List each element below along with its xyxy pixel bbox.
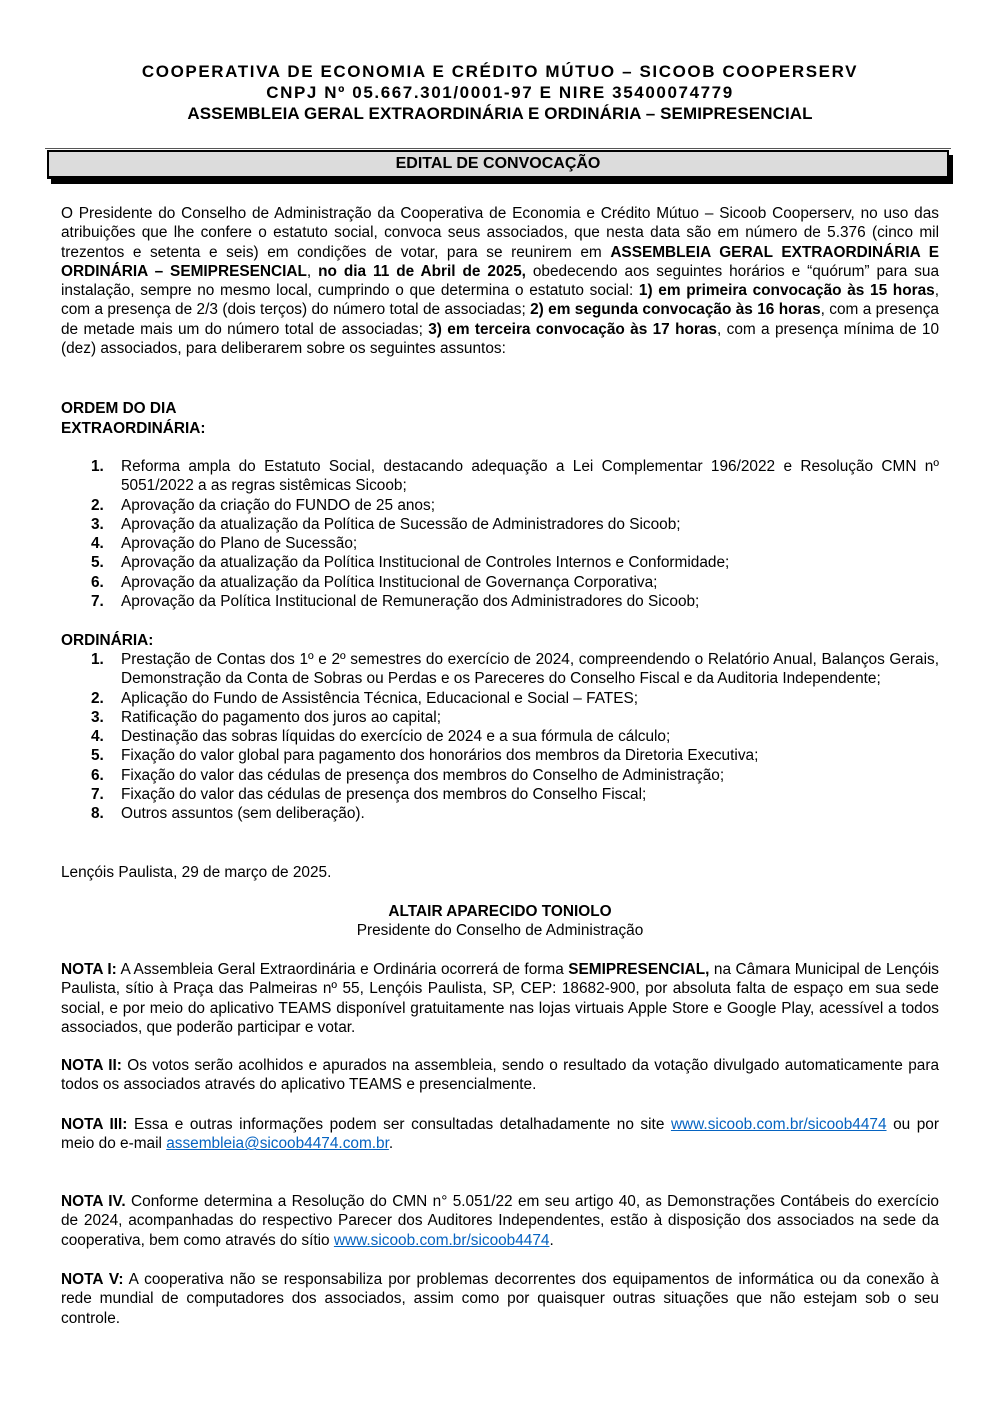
note-label: NOTA III:: [61, 1116, 128, 1133]
item-text: Ratificação do pagamento dos juros ao capital;: [121, 708, 441, 726]
item-text: Aprovação da criação do FUNDO de 25 anos;: [121, 496, 435, 514]
item-number: 8.: [91, 805, 104, 823]
list-item: [61, 746, 939, 765]
item-text: Prestação de Contas dos 1º e 2º semestres do exercício de 2024, compreendendo o Relatório Anual, Balanços Gerais, Demonstração da Conta de Sobras ou Perdas e os Pareceres do Conselho Fiscal e da Auditoria Independente;: [121, 651, 939, 688]
item-number: 2.: [91, 496, 104, 514]
intro-text: obedecendo aos seguintes horários e “quórum” para sua instalação, sempre no mesmo local, cumprindo o que determina o estatuto social:: [61, 262, 940, 300]
item-number: 4.: [91, 535, 104, 553]
item-text: Aprovação da Política Institucional de Remuneração dos Administradores do Sicoob;: [121, 593, 700, 611]
note-bold: SEMIPRESENCIAL,: [568, 961, 710, 978]
item-number: 6.: [91, 766, 104, 784]
signatory-role: Presidente do Conselho de Administração: [356, 922, 644, 939]
agenda-heading: ORDEM DO DIA: [61, 400, 177, 417]
item-text: Fixação do valor das cédulas de presença dos membros do Conselho de Administração;: [121, 766, 725, 784]
item-text: Destinação das sobras líquidas do exercício de 2024 e a sua fórmula de cálculo;: [121, 728, 671, 746]
list-item: [61, 592, 939, 611]
email-link[interactable]: assembleia@sicoob4474.com.br: [166, 1135, 389, 1153]
note-text: Conforme determina a Resolução do CMN n° 5.051/22 em seu artigo 40, as Demonstrações Contábeis do exercício de 2024, acompanhadas do respectivo Parecer dos Auditores Independentes, estão à disposição dos associados na sede da cooperativa, bem como através do sítio: [61, 1193, 939, 1249]
item-number: 3.: [91, 515, 104, 533]
note-1: [61, 960, 939, 1037]
item-text: Outros assuntos (sem deliberação).: [121, 805, 365, 823]
list-item: [61, 766, 939, 785]
note-label: NOTA I:: [61, 961, 117, 978]
list-item: [61, 573, 939, 592]
extraordinary-heading: EXTRAORDINÁRIA:: [61, 420, 206, 437]
item-text: Fixação do valor das cédulas de presença dos membros do Conselho Fiscal;: [121, 786, 647, 804]
note-text: A cooperativa não se responsabiliza por problemas decorrentes dos equipamentos de informática ou da conexão à rede mundial de computadores dos associados, assim como por quaisquer outras situações que não estejam sob o seu controle.: [61, 1271, 939, 1327]
document-title-box: [47, 150, 949, 179]
note-text: Essa e outras informações podem ser consultadas detalhadamente no site: [127, 1116, 671, 1133]
header-cooperative-name: COOPERATIVA DE ECONOMIA E CRÉDITO MÚTUO – SICOOB COOPERSERV: [141, 62, 859, 81]
item-text: Aplicação do Fundo de Assistência Técnica, Educacional e Social – FATES;: [121, 689, 639, 707]
item-number: 1.: [91, 458, 104, 475]
ordinary-list: [61, 650, 939, 824]
intro-bold-first-call: 1) em primeira convocação às 15 horas: [638, 282, 935, 300]
note-text: A Assembleia Geral Extraordinária e Ordinária ocorrerá de forma: [116, 961, 569, 978]
item-number: 4.: [91, 728, 104, 746]
intro-bold-second-call: 2) em segunda convocação às 16 horas: [530, 301, 821, 319]
list-item: [61, 457, 939, 496]
website-link[interactable]: www.sicoob.com.br/sicoob4474: [333, 1231, 550, 1249]
intro-paragraph: [61, 204, 939, 358]
item-text: Aprovação do Plano de Sucessão;: [121, 535, 358, 553]
extraordinary-list: [61, 457, 939, 611]
intro-text: , com a presença mínima de 10 (dez) associados, para deliberarem sobre os seguintes assuntos:: [61, 320, 939, 358]
list-item: [61, 534, 939, 553]
list-item: [61, 727, 939, 746]
item-text: Aprovação da atualização da Política Institucional de Controles Internos e Conformidade;: [121, 554, 730, 572]
item-number: 7.: [91, 786, 104, 804]
intro-text: ,: [306, 262, 319, 280]
item-number: 7.: [91, 593, 104, 611]
list-item: [61, 708, 939, 727]
note-text: ou por meio do e-mail: [61, 1116, 939, 1153]
intro-text: , com a presença de 2/3 (dois terços) do número total de associadas;: [61, 282, 939, 319]
item-text: Aprovação da atualização da Política Institucional de Governança Corporativa;: [121, 573, 658, 591]
document-title: EDITAL DE CONVOCAÇÃO: [395, 155, 601, 172]
note-text: na Câmara Municipal de Lençóis Paulista, sítio à Praça das Palmeiras nº 55, Lençóis Paulista, SP, CEP: 18682-900, por absoluta falta de espaço em sua sede social, e por meio do aplicativo TEAMS disponível gratuitamente nas lojas virtuais Apple Store e Google Play, acessível a todos associados, que poderão participar e votar.: [61, 961, 939, 1036]
item-number: 3.: [91, 708, 104, 726]
intro-bold-date: no dia 11 de Abril de 2025,: [318, 262, 526, 280]
header-assembly-title: ASSEMBLEIA GERAL EXTRAORDINÁRIA E ORDINÁRIA – SEMIPRESENCIAL: [187, 104, 813, 123]
intro-text: , com a presença de metade mais um do número total de associadas;: [61, 301, 939, 338]
intro-text: O Presidente do Conselho de Administração da Cooperativa de Economia e Crédito Mútuo – Sicoob Cooperserv, no uso das atribuições que lhe confere o estatuto social, convoca seus associados, que nesta data são em número de 5.376 (cinco mil trezentos e setenta e seis) em condições de votar, para se reunirem em: [61, 205, 939, 261]
item-text: Aprovação da atualização da Política de Sucessão de Administradores do Sicoob;: [121, 515, 681, 533]
list-item: [61, 804, 939, 823]
list-item: [61, 515, 939, 534]
item-number: 6.: [91, 573, 104, 591]
note-2: [61, 1056, 939, 1095]
intro-bold-assembly: ASSEMBLEIA GERAL EXTRAORDINÁRIA E ORDINÁRIA – SEMIPRESENCIAL: [61, 243, 939, 280]
website-link[interactable]: www.sicoob.com.br/sicoob4474: [670, 1116, 887, 1133]
list-item: [61, 496, 939, 515]
signatory-name: ALTAIR APARECIDO TONIOLO: [388, 903, 612, 920]
list-item: [61, 785, 939, 804]
list-item: [61, 689, 939, 708]
item-text: Fixação do valor global para pagamento dos honorários dos membros da Diretoria Executiva;: [121, 747, 759, 765]
note-label: NOTA V:: [61, 1271, 124, 1288]
ordinary-heading: ORDINÁRIA:: [61, 632, 154, 649]
note-label: NOTA II:: [61, 1057, 122, 1074]
item-text: Reforma ampla do Estatuto Social, destacando adequação a Lei Complementar 196/2022 e Resolução CMN nº 5051/2022 a as regras sistêmicas Sicoob;: [121, 458, 939, 495]
intro-bold-third-call: 3) em terceira convocação às 17 horas: [428, 320, 717, 338]
header-cnpj: CNPJ Nº 05.667.301/0001-97 E NIRE 35400074779: [266, 83, 734, 102]
list-item: [61, 650, 939, 689]
item-number: 5.: [91, 747, 104, 765]
note-text: Os votos serão acolhidos e apurados na assembleia, sendo o resultado da votação divulgado automaticamente para todos os associados através do aplicativo TEAMS e presencialmente.: [61, 1057, 939, 1094]
list-item: [61, 553, 939, 572]
note-3: [61, 1115, 939, 1154]
item-number: 5.: [91, 554, 104, 572]
note-text: .: [549, 1231, 554, 1249]
note-text: .: [388, 1135, 394, 1153]
note-label: NOTA IV.: [61, 1193, 126, 1210]
note-5: [61, 1270, 939, 1328]
item-number: 1.: [91, 651, 104, 668]
item-number: 2.: [91, 689, 104, 707]
place-date: Lençóis Paulista, 29 de março de 2025.: [61, 864, 332, 881]
note-4: [61, 1192, 939, 1250]
